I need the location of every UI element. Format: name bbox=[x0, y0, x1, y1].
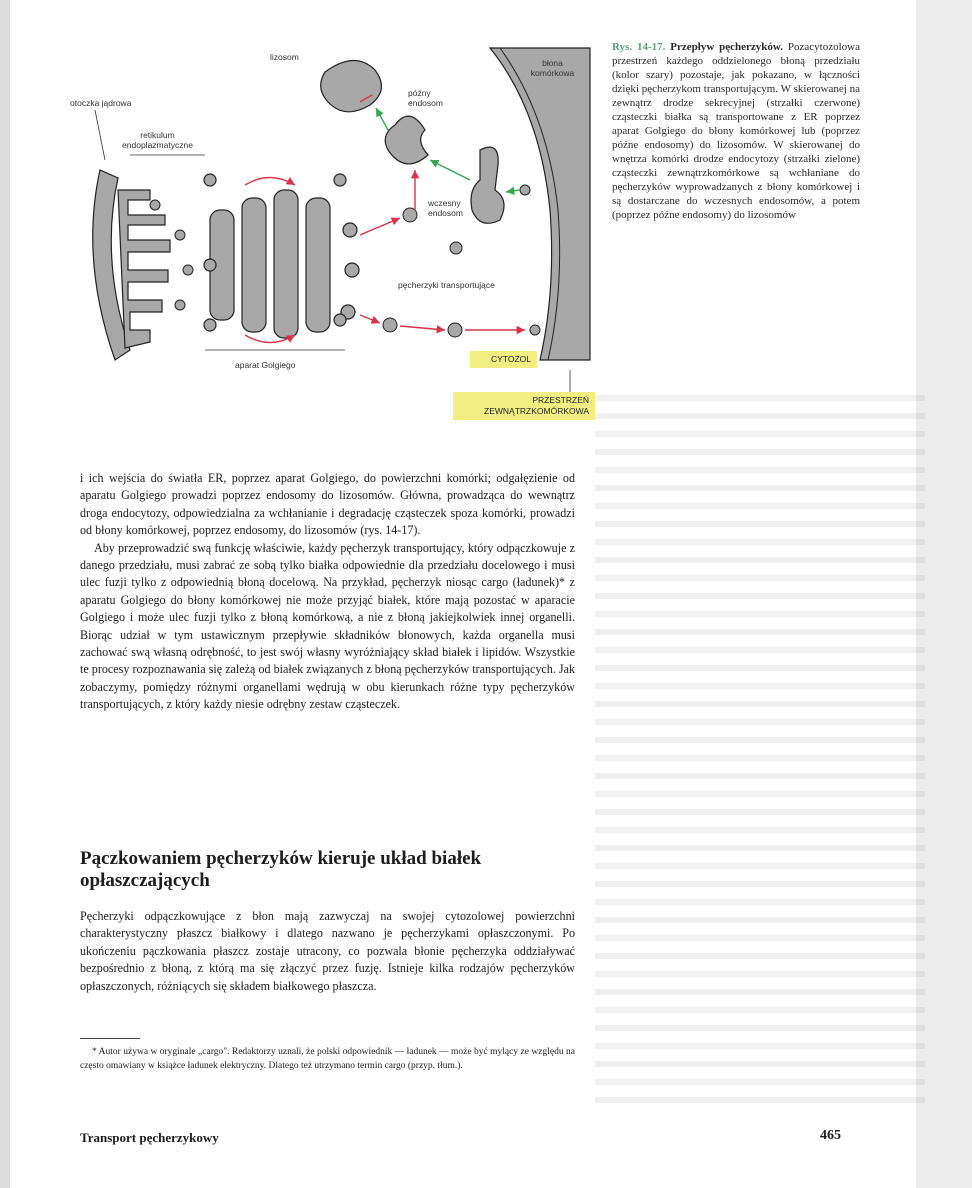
label-nuclear-envelope: otoczka jądrowa bbox=[70, 98, 132, 108]
paragraph-3: Pęcherzyki odpączkowujące z błon mają zazwyczaj na swojej cytozolowej powierzchni charakterystyczny płaszcz białkowy i dlatego nazwano je pęcherzykami opłaszczonymi. Po ukończeniu pączkowania płaszcz zostaje utracony, co pozwala błonie pęcherzyka oddziaływać bezpośrednio z błoną, z którą ma się złączyć przez fuzję. Istnieje kilka rodzajów pęcherzyków opłaszczonych, różniących się składem białkowego płaszcza. bbox=[80, 909, 575, 993]
label-golgi: aparat Golgiego bbox=[235, 360, 296, 370]
vesicle-traffic-figure bbox=[70, 30, 600, 430]
label-transport-vesicles: pęcherzyki transportujące bbox=[398, 280, 495, 290]
page-edge-left bbox=[0, 0, 10, 1188]
label-late-endosome: późny endosom bbox=[408, 88, 443, 108]
late-endosome bbox=[385, 116, 428, 164]
section-heading: Pączkowaniem pęcherzyków kieruje układ białek opłaszczających bbox=[80, 848, 482, 891]
label-plasma-membrane: błona komórkowa bbox=[530, 58, 575, 78]
golgi-stack bbox=[204, 174, 359, 338]
running-footer: Transport pęcherzykowy bbox=[80, 1130, 219, 1145]
paragraph-1: i ich wejścia do światła ER, poprzez aparat Golgiego, do powierzchni komórki; odgałęzienie od aparatu Golgiego prowadzi poprzez endosomy do lizosomów. Główna, prowadząca do wewnątrz droga endocytozy, odpowiedzialna za wchłanianie i degradację cząsteczek spoza komórki, prowadzi od błony komórkowej, poprzez endosomy, do lizosomów (rys. 14-17). bbox=[80, 471, 575, 538]
caption-number: Rys. 14-17. bbox=[612, 41, 666, 53]
label-early-endosome: wczesny endosom bbox=[428, 198, 463, 218]
footnote: * Autor używa w oryginale „cargo". Redaktorzy uznali, że polski odpowiednik — ładunek — może być mylący ze względu na często omawiany w książce ładunek elektryczny. Dlatego też utrzymano termin cargo (przyp. tłum.). bbox=[80, 1047, 575, 1071]
page-number: 465 bbox=[820, 1128, 841, 1143]
caption-title: Przepływ pęcherzyków. bbox=[670, 41, 784, 53]
label-extracellular: PRZESTRZEŃ ZEWNĄTRZKOMÓRKOWA bbox=[453, 392, 595, 420]
label-er: retikulum endoplazmatyczne bbox=[122, 130, 193, 150]
label-lysosome: lizosom bbox=[270, 52, 299, 62]
footnote-rule bbox=[80, 1038, 140, 1039]
body-text bbox=[80, 470, 575, 714]
endoplasmic-reticulum bbox=[118, 190, 170, 348]
figure-caption bbox=[612, 40, 860, 222]
plasma-membrane bbox=[490, 48, 590, 360]
paragraph-2: Aby przeprowadzić swą funkcję właściwie, każdy pęcherzyk transportujący, który odpączkowuje z danego przedziału, musi zabrać ze sobą tylko białka odpowiednie dla przedziału docelowego i musi ulec fuzji tylko z odpowiednią błoną docelową. Na przykład, pęcherzyk niosąc cargo (ładunek)* z aparatu Golgiego do błony komórkowej nie może przyjąć białek, które mają pozostać w aparacie Golgiego i może ulec fuzji tylko z błoną komórkową, a nie z błoną jakiejkolwiek innej organelli. Biorąc udział w tym ustawicznym przepływie składników błonowych, każda organella musi zachować swą własną odrębność, to jest swój własny wyróżniający skład białek i lipidów. Wszystkie te procesy rozpoznawania się zależą od białek związanych z błoną pęcherzyków transportujących. Jak zobaczymy, pomiędzy różnymi organellami wędrują w obu kierunkach różne typy pęcherzyków transportujących, z który każdy niesie odrębny zestaw cząsteczek. bbox=[80, 540, 575, 712]
caption-text: Pozacytozolowa przestrzeń każdego oddzielonego błoną przedziału (kolor szary) pozostaje, jak pokazano, w łączności dzięki pęcherzykom transportującym. W skierowanej na zewnątrz drodze sekrecyjnej (strzałki czerwone) cząsteczki białka są transportowane z ER poprzez aparat Golgiego do błony komórkowej lub (poprzez późne endosomy) do lizosomów. W skierowanej do wnętrza komórki drodze endocytozy (strzałki zielone) cząsteczki zewnątrzkomórkowe są wchłaniane do pęcherzyków wyprowadzanych z błony komórkowej i są dostarczane do wczesnych endosomów, a potem (poprzez późne endosomy) do lizosomów bbox=[612, 41, 860, 221]
label-cytosol: CYTOZOL bbox=[470, 351, 537, 368]
lysosome bbox=[321, 60, 382, 111]
show-through-text bbox=[595, 395, 925, 1105]
figure-diagram bbox=[70, 30, 600, 430]
